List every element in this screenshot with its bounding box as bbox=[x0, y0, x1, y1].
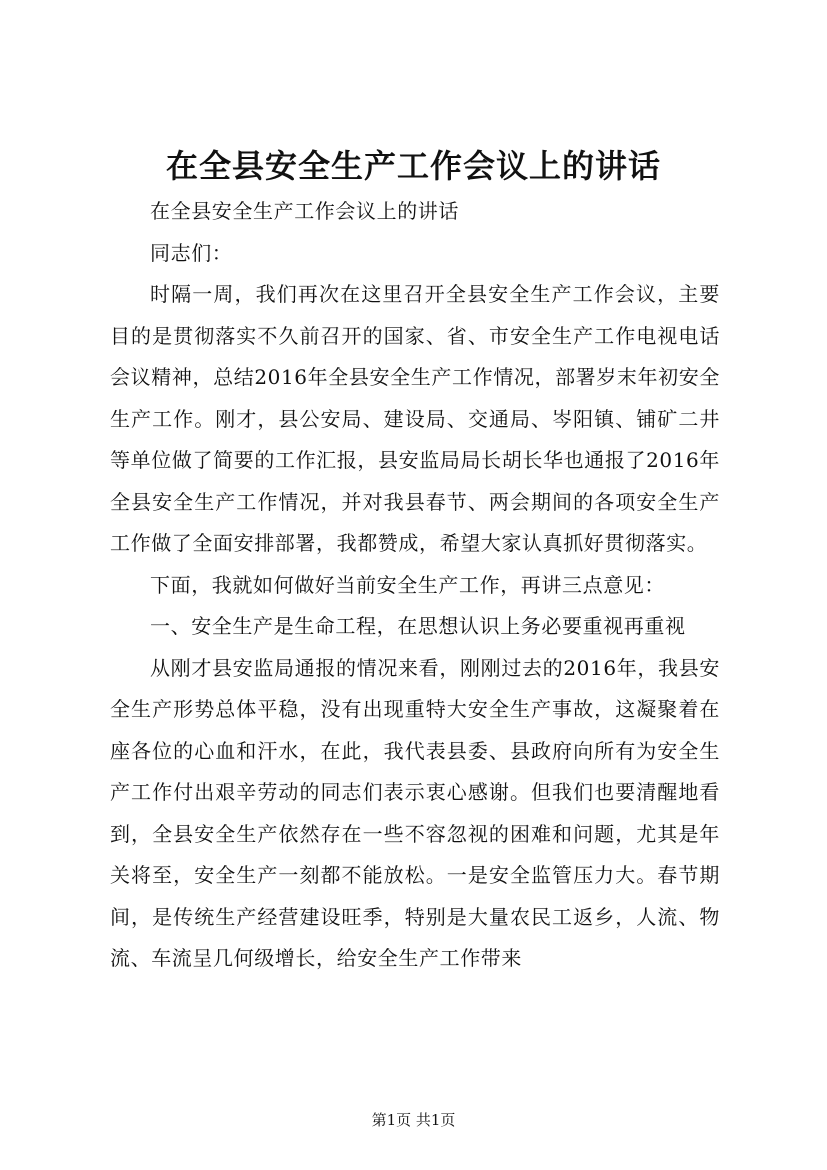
paragraph-salutation: 同志们： bbox=[150, 240, 233, 265]
section-heading-1: 一、安全生产是生命工程，在思想认识上务必要重视再重视 bbox=[150, 614, 686, 638]
page-footer: 第1页 共1页 bbox=[371, 1111, 456, 1129]
paragraph-transition: 下面，我就如何做好当前安全生产工作，再讲三点意见： bbox=[150, 572, 665, 597]
paragraph-intro: 时隔一周，我们再次在这里召开全县安全生产工作会议，主要目的是贯彻落实不久前召开的国家、省、市安全生产工作电视电话会议精神，总结2016年全县安全生产工作情况，部署岁末年初安全生产工作。刚才，县公安局、建设局、交通局、岑阳镇、铺矿二井等单位做了简要的工作汇报，县安监局局长胡长华也通报了2016年全县安全生产工作情况，并对我县春节、两会期间的各项安全生产工作做了全面安排部署，我都赞成，希望大家认真抓好贯彻落实。 bbox=[110, 282, 720, 555]
paragraph-section-1: 从刚才县安监局通报的情况来看，刚刚过去的2016年，我县安全生产形势总体平稳，没有出现重特大安全生产事故，这凝聚着在座各位的心血和汗水，在此，我代表县委、县政府向所有为安全生产工作付出艰辛劳动的同志们表示衷心感谢。但我们也要清醒地看到，全县安全生产依然存在一些不容忽视的困难和问题，尤其是年关将至，安全生产一刻都不能放松。一是安全监管压力大。春节期间，是传统生产经营建设旺季，特别是大量农民工返乡，人流、物流、车流呈几何级增长，给安全生产工作带来 bbox=[110, 655, 720, 970]
document-title: 在全县安全生产工作会议上的讲话 bbox=[165, 147, 661, 185]
paragraph-subtitle: 在全县安全生产工作会议上的讲话 bbox=[150, 199, 459, 223]
document-body bbox=[110, 191, 720, 980]
